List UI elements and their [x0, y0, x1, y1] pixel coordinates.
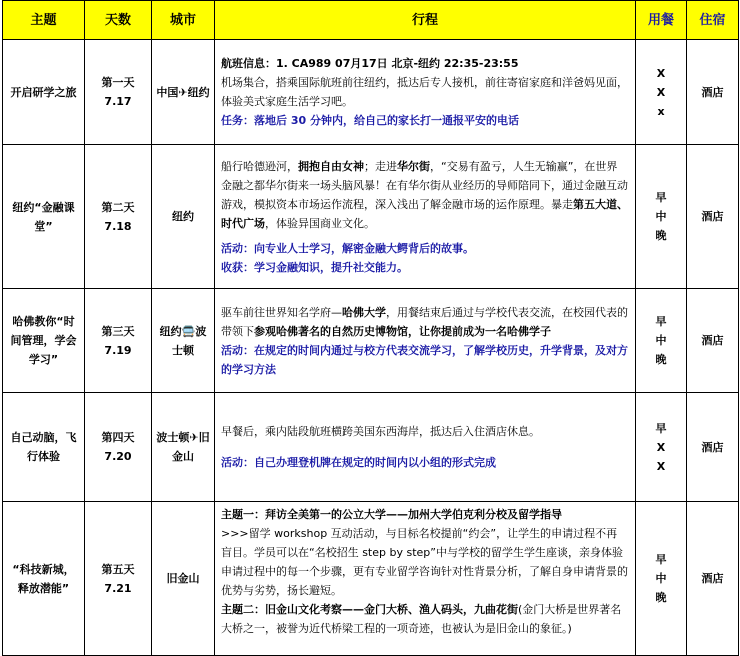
desc-part: 驱车前往世界知名学府—	[221, 305, 342, 319]
itinerary-cell	[215, 145, 636, 289]
topic-two-title: 主题二：旧金山文化考察——金门大桥、渔人码头，九曲花街	[221, 603, 518, 616]
header-itinerary: 行程	[215, 1, 636, 40]
day-cell	[85, 145, 152, 289]
itinerary-desc: 机场集合，搭乘国际航班前往纽约，抵达后专人接机，前往寄宿家庭和洋爸妈见面，体验美式家庭生活学习吧。	[221, 76, 628, 108]
hotel-cell: 酒店	[687, 145, 739, 289]
meals-cell	[636, 145, 687, 289]
day-label: 第四天	[101, 431, 135, 444]
desc-part: ，用餐结束后通过与学校代表交流，在校园代表的带领下	[221, 305, 628, 338]
meal-lunch: X	[656, 85, 666, 99]
header-meals: 用餐	[636, 1, 687, 40]
topic-two-desc: (金门大桥是世界著名大桥之一，被誉为近代桥梁工程的一项奇迹，也被认为是旧金山的象征。)	[221, 603, 622, 635]
day-label: 第三天	[101, 324, 135, 338]
desc-highlight: 华尔街	[397, 159, 430, 173]
header-city: 城市	[152, 1, 215, 40]
meal-dinner: 晚	[655, 353, 667, 366]
meals-cell	[636, 502, 687, 656]
city-cell: 波士顿✈旧金山	[152, 393, 215, 502]
meal-breakfast: 早	[655, 553, 667, 566]
flight-info: 航班信息：1. CA989 07月17日 北京-纽约 22:35-23:55	[221, 57, 519, 70]
topic-one-desc: >>>留学 workshop 互动活动，与目标名校提前“约会”，让学生的申请过程不再盲目。学员可以在“名校招生 step by step”中与学校的留学生学生座谈，亲身体验申请过程中的每一个步骤，更有专业留学咨询针对性背景分析，了解自身申请背景的优势与劣势，扬长避短。	[221, 527, 628, 597]
meal-lunch: 中	[655, 210, 667, 223]
hotel-cell: 酒店	[687, 40, 739, 145]
meal-breakfast: 早	[655, 191, 667, 204]
day-label: 第二天	[101, 200, 135, 214]
day-cell	[85, 393, 152, 502]
header-days: 天数	[85, 1, 152, 40]
meal-breakfast: 早	[655, 421, 667, 435]
day-label: 第五天	[101, 562, 135, 576]
city-cell: 纽约	[152, 145, 215, 289]
header-theme: 主题	[3, 1, 85, 40]
day-date: 7.19	[104, 343, 132, 357]
meal-lunch: 中	[655, 572, 667, 585]
city-cell: 中国✈纽约	[152, 40, 215, 145]
hotel-cell: 酒店	[687, 393, 739, 502]
desc-part: ，“交易有盈亏，人生无输赢”，在世界金融之都华尔街来一场头脑风暴！在有华尔街从业经历的导师陪同下，通过金融互动游戏，模拟资本市场运作流程，深入浅出了解金融市场的运作原理。暴走	[221, 159, 628, 211]
day-cell	[85, 502, 152, 656]
city-cell: 旧金山	[152, 502, 215, 656]
theme-cell: 开启研学之旅	[3, 40, 85, 145]
theme-cell: 纽约“金融课堂”	[3, 145, 85, 289]
topic-two	[221, 600, 628, 638]
activity-text: 活动：在规定的时间内通过与校方代表交流学习，了解学校历史，升学背景，及对方的学习方法	[221, 343, 628, 376]
header-row	[3, 1, 739, 40]
meal-lunch: 中	[655, 334, 667, 347]
desc-highlight: 哈佛大学	[342, 305, 386, 319]
meal-breakfast: X	[656, 66, 666, 80]
meal-lunch: X	[656, 440, 666, 454]
meal-dinner: X	[656, 459, 666, 473]
itinerary-cell	[215, 289, 636, 393]
day-date: 7.18	[104, 219, 132, 233]
meal-dinner: 晚	[655, 229, 667, 242]
topic-one-title: 主题一：拜访全美第一的公立大学——加州大学伯克利分校及留学指导	[221, 508, 562, 521]
itinerary-cell	[215, 40, 636, 145]
theme-cell: 自己动脑，飞行体验	[3, 393, 85, 502]
day-cell	[85, 40, 152, 145]
itinerary-desc: 早餐后，乘内陆段航班横跨美国东西海岸，抵达后入住酒店休息。	[221, 425, 540, 438]
itinerary-desc	[221, 303, 628, 341]
itinerary-desc	[221, 157, 628, 233]
day-date: 7.17	[104, 95, 132, 108]
gain-text: 收获：学习金融知识，提升社交能力。	[221, 260, 408, 274]
itinerary-table	[2, 0, 739, 656]
task-text: 任务：落地后 30 分钟内，给自己的家长打一通报平安的电话	[221, 114, 519, 127]
day-date: 7.21	[104, 581, 132, 595]
theme-cell: 哈佛教你“时间管理，学会学习”	[3, 289, 85, 393]
theme-cell: “科技新城，释放潜能”	[3, 502, 85, 656]
day-date: 7.20	[104, 450, 132, 463]
meal-dinner: x	[657, 104, 665, 118]
itinerary-cell	[215, 393, 636, 502]
table-row-day3	[3, 289, 739, 393]
hotel-cell: 酒店	[687, 502, 739, 656]
desc-highlight: 参观哈佛著名的自然历史博物馆，让你提前成为一名哈佛学子	[254, 324, 551, 338]
table-row-day2	[3, 145, 739, 289]
desc-highlight: 拥抱自由女神	[298, 159, 364, 173]
table-row-day1	[3, 40, 739, 145]
table-row-day5	[3, 502, 739, 656]
day-label: 第一天	[101, 76, 135, 89]
meals-cell	[636, 40, 687, 145]
desc-highlight: 第五大道、时代广场	[221, 197, 628, 230]
desc-part: ，体验异国商业文化。	[265, 216, 375, 230]
activity-text: 活动：向专业人士学习，解密金融大鳄背后的故事。	[221, 241, 474, 255]
itinerary-cell	[215, 502, 636, 656]
hotel-cell: 酒店	[687, 289, 739, 393]
activity-text: 活动：自己办理登机牌在规定的时间内以小组的形式完成	[221, 456, 496, 469]
meal-dinner: 晚	[655, 591, 667, 604]
header-hotel: 住宿	[687, 1, 739, 40]
table-row-day4	[3, 393, 739, 502]
meal-breakfast: 早	[655, 315, 667, 328]
meals-cell	[636, 393, 687, 502]
day-cell	[85, 289, 152, 393]
meals-cell	[636, 289, 687, 393]
city-cell: 纽约🚍波士顿	[152, 289, 215, 393]
desc-part: ；走进	[364, 159, 397, 173]
desc-part: 船行哈德逊河，	[221, 159, 298, 173]
